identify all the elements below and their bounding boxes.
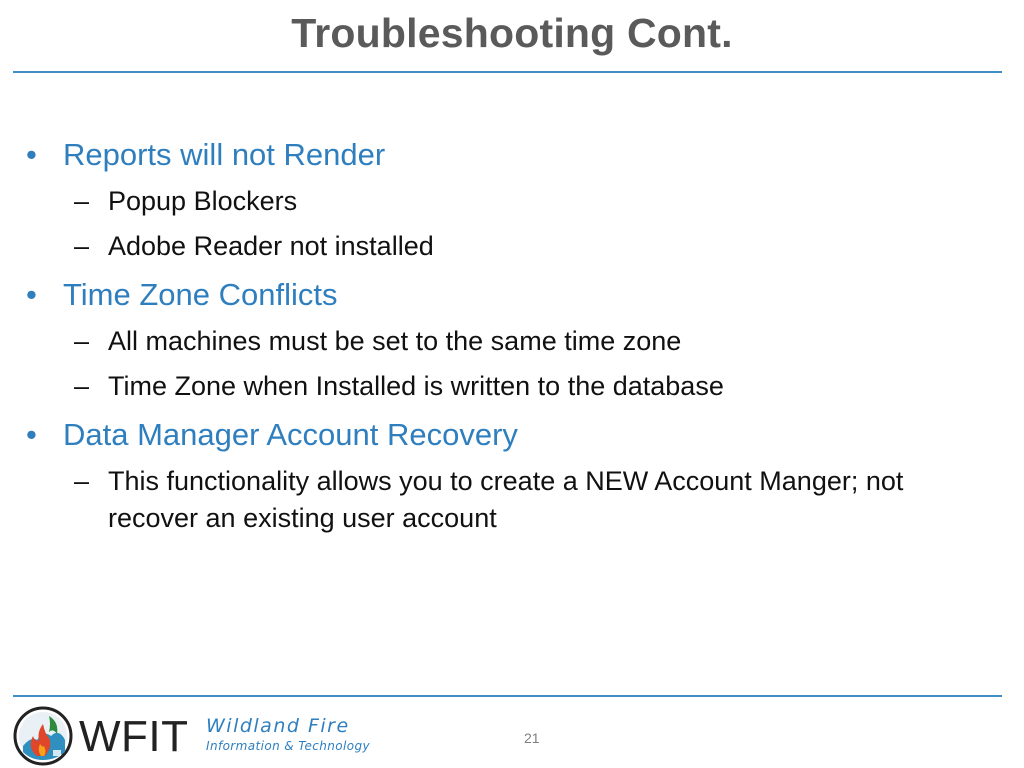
bullet-text: Time Zone Conflicts (63, 277, 338, 312)
logo-acronym: WFIT (79, 712, 189, 761)
subitem-text: Time Zone when Installed is written to the database (108, 371, 724, 401)
subitem-same-time-zone (22, 323, 988, 360)
bullet-marker: • (26, 137, 37, 172)
slide-content (22, 135, 1002, 547)
dash-marker: – (74, 186, 90, 216)
subitem-text: Popup Blockers (108, 186, 298, 216)
slide-title: Troubleshooting Cont. (291, 10, 733, 56)
bullet-marker: • (26, 417, 37, 452)
logo-line1: Wildland Fire (206, 715, 350, 737)
subitem-time-zone-database (22, 368, 988, 405)
bullet-group-reports (22, 135, 1002, 265)
footer-divider (13, 695, 1002, 697)
bullet-marker: • (26, 277, 37, 312)
subitem-adobe-reader (22, 228, 988, 265)
logo-line2: Information & Technology (206, 739, 371, 753)
bullet-text: Reports will not Render (63, 137, 386, 172)
subitem-text: Adobe Reader not installed (108, 231, 434, 261)
subitem-popup-blockers (22, 183, 988, 220)
page-number: 21 (524, 730, 540, 746)
bullet-text: Data Manager Account Recovery (63, 417, 518, 452)
subitem-text: This functionality allows you to create a NEW Account Manger; not recover an existing user account (108, 466, 904, 533)
bullet-group-time-zone (22, 275, 1002, 405)
subitem-new-account-manager (22, 463, 988, 537)
dash-marker: – (74, 371, 90, 401)
bullet-account-recovery (22, 415, 1002, 455)
subitem-text: All machines must be set to the same time zone (108, 326, 682, 356)
bullet-reports (22, 135, 1002, 175)
wfit-emblem-icon (13, 706, 73, 766)
dash-marker: – (74, 326, 90, 356)
wfit-logo (13, 706, 375, 762)
dash-marker: – (74, 231, 90, 261)
title-divider (13, 71, 1002, 73)
dash-marker: – (74, 466, 90, 496)
bullet-group-account-recovery (22, 415, 1002, 537)
bullet-time-zone (22, 275, 1002, 315)
